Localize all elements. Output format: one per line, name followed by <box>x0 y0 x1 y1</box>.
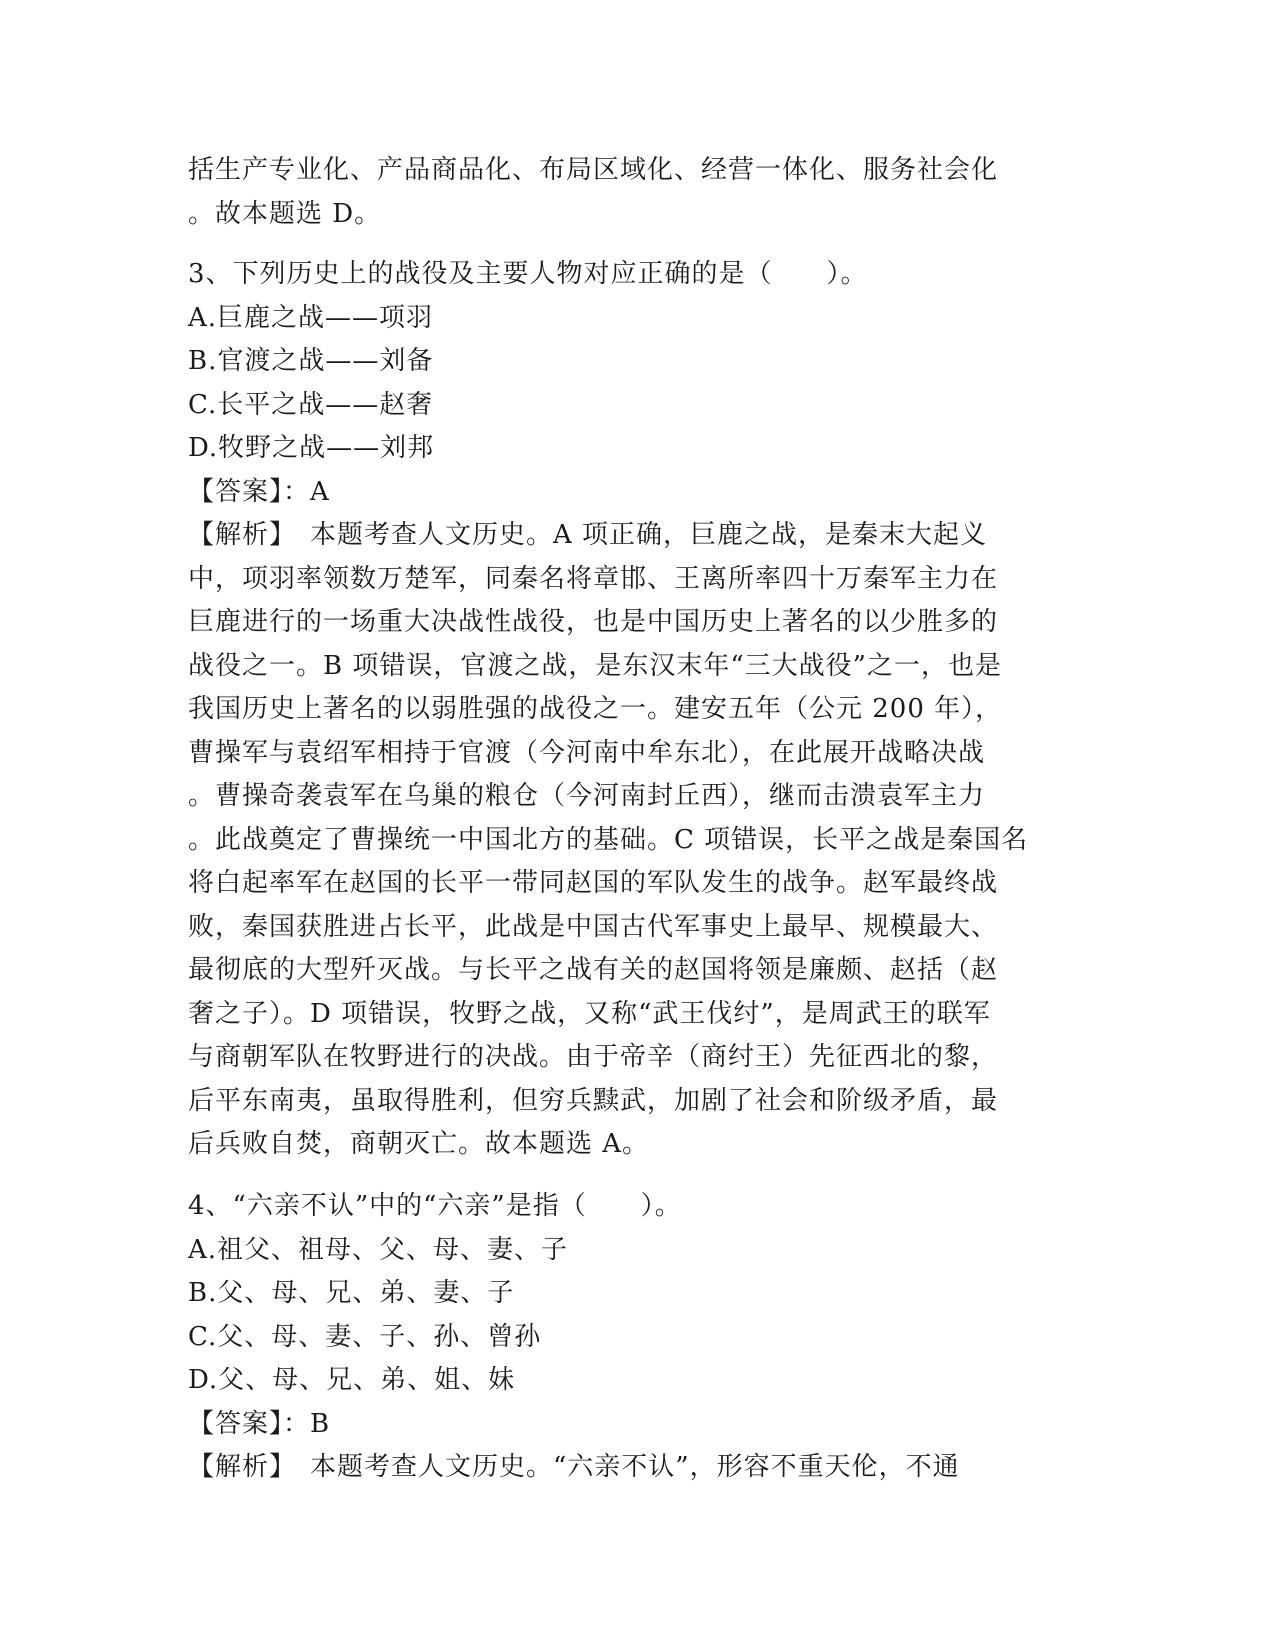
question-text: 4、“六亲不认”中的“六亲”是指（ ）。 <box>188 1191 682 1221</box>
analysis-line: 后平东南夷，虽取得胜利，但穷兵黩武，加剧了社会和阶级矛盾，最 <box>188 1085 999 1116</box>
analysis-line: 【解析】 本题考查人文历史。A 项正确，巨鹿之战，是秦末大起义 <box>188 520 988 550</box>
analysis-line: 与商朝军队在牧野进行的决战。由于帝辛（商纣王）先征西北的黎， <box>188 1042 999 1072</box>
analysis-line: 战役之一。B 项错误，官渡之战，是东汉末年“三大战役”之一，也是 <box>188 650 1002 681</box>
question-3 <box>188 252 1108 1166</box>
analysis-line: 最彻底的大型歼灭战。与长平之战有关的赵国将领是廉颇、赵括（赵 <box>188 955 999 985</box>
option-a: A.祖父、祖母、父、母、妻、子 <box>188 1234 569 1265</box>
question-4 <box>188 1184 1108 1489</box>
text-line: 。故本题选 D。 <box>188 198 382 229</box>
option-d: D.牧野之战——刘邦 <box>188 433 435 463</box>
analysis-line: 后兵败自焚，商朝灭亡。故本题选 A。 <box>188 1129 650 1159</box>
option-c: C.父、母、妻、子、孙、曾孙 <box>188 1321 542 1352</box>
option-b: B.父、母、兄、弟、妻、子 <box>188 1278 515 1308</box>
analysis-line: 奢之子）。D 项错误，牧野之战，又称“武王伐纣”，是周武王的联军 <box>188 998 991 1029</box>
answer-line: 【答案】：A <box>188 476 330 507</box>
option-d: D.父、母、兄、弟、姐、妹 <box>188 1365 516 1395</box>
option-a: A.巨鹿之战——项羽 <box>188 302 434 333</box>
analysis-line: 曹操军与袁绍军相持于官渡（今河南中牟东北），在此展开战略决战 <box>188 737 986 768</box>
analysis-line: 败，秦国获胜进占长平，此战是中国古代军事史上最早、规模最大、 <box>188 911 999 942</box>
analysis-line: 我国历史上著名的以弱胜强的战役之一。建安五年（公元 200 年）， <box>188 694 1003 724</box>
analysis-line: 。此战奠定了曹操统一中国北方的基础。C 项错误，长平之战是秦国名 <box>188 824 1029 855</box>
answer-line: 【答案】：B <box>188 1408 331 1439</box>
analysis-line: 。曹操奇袭袁军在乌巢的粮仓（今河南封丘西），继而击溃袁军主力 <box>188 781 986 811</box>
analysis-line: 巨鹿进行的一场重大决战性战役，也是中国历史上著名的以少胜多的 <box>188 607 999 637</box>
option-c: C.长平之战——赵奢 <box>188 389 434 420</box>
analysis-line: 【解析】 本题考查人文历史。“六亲不认”，形容不重天伦，不通 <box>188 1452 960 1482</box>
previous-analysis-continuation <box>188 148 1108 235</box>
analysis-line: 将白起率军在赵国的长平一带同赵国的军队发生的战争。赵军最终战 <box>188 868 999 898</box>
question-text: 3、下列历史上的战役及主要人物对应正确的是（ ）。 <box>188 259 868 289</box>
analysis-line: 中，项羽率领数万楚军，同秦名将章邯、王离所率四十万秦军主力在 <box>188 563 999 594</box>
option-b: B.官渡之战——刘备 <box>188 346 434 376</box>
text-line: 括生产专业化、产品商品化、布局区域化、经营一体化、服务社会化 <box>188 155 999 185</box>
